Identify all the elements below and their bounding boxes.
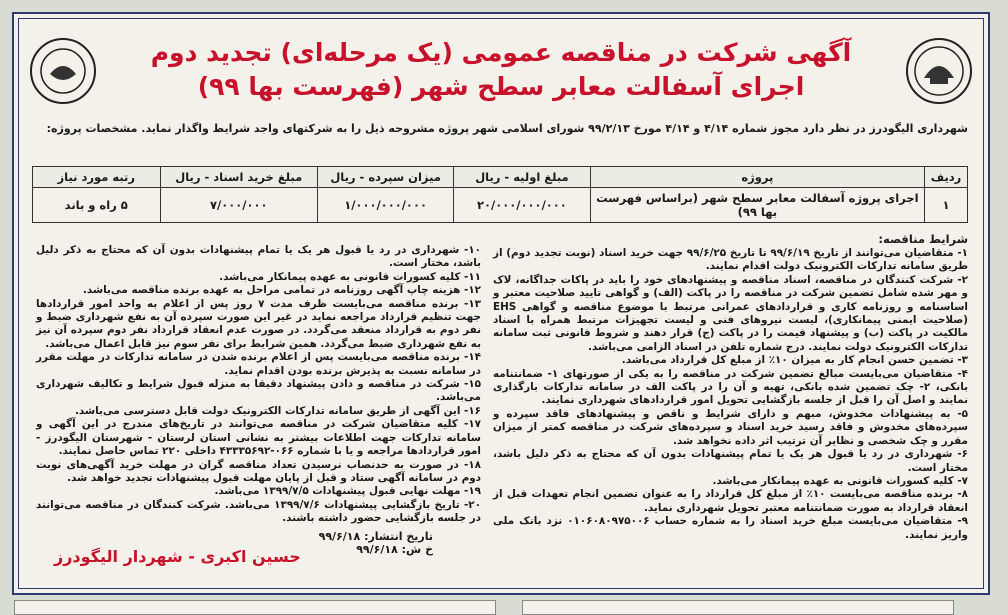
condition-item: ۶- شهرداری در رد یا قبول هر یک یا تمام پیشنهادات بدون آن که محتاج به ذکر دلیل باشد، مختار است. [493,448,968,474]
title-line-2: اجرای آسفالت معابر سطح شهر (فهرست بها ۹۹) [197,72,805,101]
condition-item: ۱۲- هزینه چاپ آگهی روزنامه در تمامی مراحل به عهده برنده مناقصه می‌باشد. [82,284,481,297]
header-deposit: میزان سپرده - ریال [317,167,453,188]
header-required-rank: رتبه مورد نیاز [33,167,161,188]
condition-item: ۱۷- کلیه متقاضیان شرکت در مناقصه می‌توانند در تاریخ‌های مندرج در این آگهی و سامانه تدارکات جهت اطلاعات بیشتر به نشانی استان لرستان - شهرستان الیگودرز - امور قراردادها مراجعه و یا با شماره ۰۶۶-۴۳۳۳۵۶۹۲ داخلی ۲۲۰ تماس حاصل نمایند. [36,418,481,458]
header-project: پروژه [590,167,924,188]
condition-item: ۵- به پیشنهادات مخدوش، مبهم و دارای شرایط و ناقص و پیشنهادهای فاقد سپرده و سپرده‌های مخدوش و فاقد رسید خرید اسناد و سپرده‌های شرکت در مناقصه کمتر از میزان مقرر و چک شخصی و نظایر آن ترتیب اثر داده نخواهد شد. [493,407,968,447]
header-row-number: ردیف [925,167,968,188]
municipality-logo-left [28,36,98,106]
cell-project: اجرای پروژه آسفالت معابر سطح شهر (براساس فهرست بها ۹۹) [590,188,924,223]
header-initial-amount: مبلغ اولیه - ریال [454,167,590,188]
condition-item: ۸- برنده مناقصه می‌بایست ۱۰٪ از مبلغ کل قرارداد را به عنوان تضمین انجام تعهدات قبل از انعقاد قرارداد به صورت ضمانتنامه معتبر تحویل شهرداری نماید. [493,488,969,514]
condition-item: ۱۴- برنده مناقصه می‌بایست پس از اعلام برنده شدن در سامانه تدارکات در مهلت مقرر در سامانه نسبت به پذیرش برنده بودن اقدام نماید. [36,351,481,377]
next-ads-strip [0,598,1008,613]
condition-item: ۲۰- تاریخ بازگشایی پیشنهادات ۱۳۹۹/۷/۶ می‌باشد. شرکت کنندگان در مناقصه می‌توانند در جلسه بازگشایی حضور داشته باشند. [36,498,481,525]
condition-item: ۹- متقاضیان می‌بایست مبلغ خرید اسناد را به شماره حساب ۰۱۰۶۰۸۰۹۷۵۰۰۶ نزد بانک ملی واریز نمایند. [493,515,968,541]
cell-required-rank: ۵ راه و باند [33,188,161,223]
notice-title [114,36,888,104]
condition-item: ۱۵- شرکت در مناقصه و دادن پیشنهاد دقیقا به منزله قبول شرایط و تکالیف شهرداری می‌باشد. [36,378,481,404]
intro-paragraph: شهرداری الیگودرز در نظر دارد مجوز شماره ۴/۱۴ و ۴/۱۴ مورخ ۹۹/۲/۱۳ شورای اسلامی شهر پروژه مشروحه ذیل را به شرکتهای واجد شرایط واگذار نماید. مشخصات پروژه: [46,122,968,135]
table-row [33,188,968,223]
condition-item: ۴- متقاضیان می‌بایست مبالغ تضمین شرکت در مناقصه را به یکی از صورتهای ۱- ضمانتنامه بانکی، ۲- چک تضمین شده بانکی، تهیه و آن را در پاکت الف در سامانه تدارکات بارگذاری نمایند و اصل آن را قبل از جلسه بازگشایی تحویل امور قراردادهای شهرداری نمایند. [493,367,969,407]
condition-item: ۱۸- در صورت به حدنصاب نرسیدن تعداد مناقصه گران در مهلت خرید آگهی‌های نوبت دوم در سامانه آگهی ستاد و قبل از پایان مهلت قبول پیشنهادات تجدید خواهد شد. [36,458,481,484]
condition-item: ۱۳- برنده مناقصه می‌بایست ظرف مدت ۷ روز پس از اعلام به واحد امور قراردادها جهت تنظیم قرارداد مراجعه نماید در غیر این صورت سپرده آن به نفع شهرداری ضبط و نفر دوم به قرارداد منعقد می‌گردد. در صورت عدم انعقاد قرارداد نفر دوم سپرده آن نیز به نفع شهرداری ضبط می‌گردد. همین شرایط برای نفر سوم نیز قابل اعمال می‌باشد. [36,297,481,350]
conditions-heading: شرایط مناقصه: [878,232,968,246]
cell-deposit: ۱/۰۰۰/۰۰۰/۰۰۰ [317,188,453,223]
project-table [32,166,968,223]
conditions-left-column [36,244,481,526]
publication-code: خ ش: ۹۹/۶/۱۸ [356,543,433,556]
header-document-price: مبلغ خرید اسناد - ریال [160,167,317,188]
publication-date: تاریخ انتشار: ۹۹/۶/۱۸ [318,530,433,543]
cell-document-price: ۷/۰۰۰/۰۰۰ [160,188,317,223]
conditions-right-column [493,247,968,542]
title-line-1: آگهی شرکت در مناقصه عمومی (یک مرحله‌ای) تجدید دوم [150,38,852,67]
condition-item: ۷- کلیه کسورات قانونی به عهده پیمانکار می‌باشد. [712,474,968,487]
condition-item: ۱- متقاضیان می‌توانند از تاریخ ۹۹/۶/۱۹ تا تاریخ ۹۹/۶/۲۵ جهت خرید اسناد (نوبت تجدید دوم) از طریق سامانه تدارکات الکترونیک دولت اقدام نمایند. [493,247,968,273]
table-header-row [33,167,968,188]
condition-item: ۲- شرکت کنندگان در مناقصه، اسناد مناقصه و پیشنهادهای خود را باید در پاکات جداگانه، لاک و مهر شده شامل تضمین شرکت در مناقصه را در پاکت (الف) و گواهی تایید صلاحیت معتبر و اساسنامه و روزنامه کاری و قراردادهای عمرانی مرتبط با موضوع مناقصه و گواهی EHS (صلاحیت ایمنی پیمانکاری)، لیست نیروهای فنی و لیست تجهیزات مرتبط همراه با اسناد مالکیت در پاکت (ب) و پیشنهاد قیمت را در پاکت (ج) قرار دهند و شروط قانونی ثبت سامانه تدارکات الکترونیک دولت نمایند. درج شماره تلفن در اسناد الزامی می‌باشد. [493,273,968,353]
condition-item: ۳- تضمین حسن انجام کار به میزان ۱۰٪ از مبلغ کل قرارداد می‌باشد. [621,354,968,367]
condition-item: ۱۹- مهلت نهایی قبول پیشنهادات ۱۳۹۹/۷/۵ می‌باشد. [214,485,481,498]
signature: حسین اکبری - شهردار الیگودرز [54,547,301,566]
tender-notice [12,12,990,595]
municipality-logo-right [904,36,974,106]
publication-info [319,530,433,556]
condition-item: ۱۱- کلیه کسورات قانونی به عهده پیمانکار می‌باشد. [219,270,481,283]
cell-initial-amount: ۲۰/۰۰۰/۰۰۰/۰۰۰ [454,188,590,223]
condition-item: ۱۰- شهرداری در رد یا قبول هر یک یا تمام پیشنهادات بدون آن که محتاج به ذکر دلیل باشد، مختار است. [36,244,481,270]
cell-row-number: ۱ [925,188,968,223]
condition-item: ۱۶- این آگهی از طریق سامانه تدارکات الکترونیک دولت قابل دسترسی می‌باشد. [74,404,481,417]
